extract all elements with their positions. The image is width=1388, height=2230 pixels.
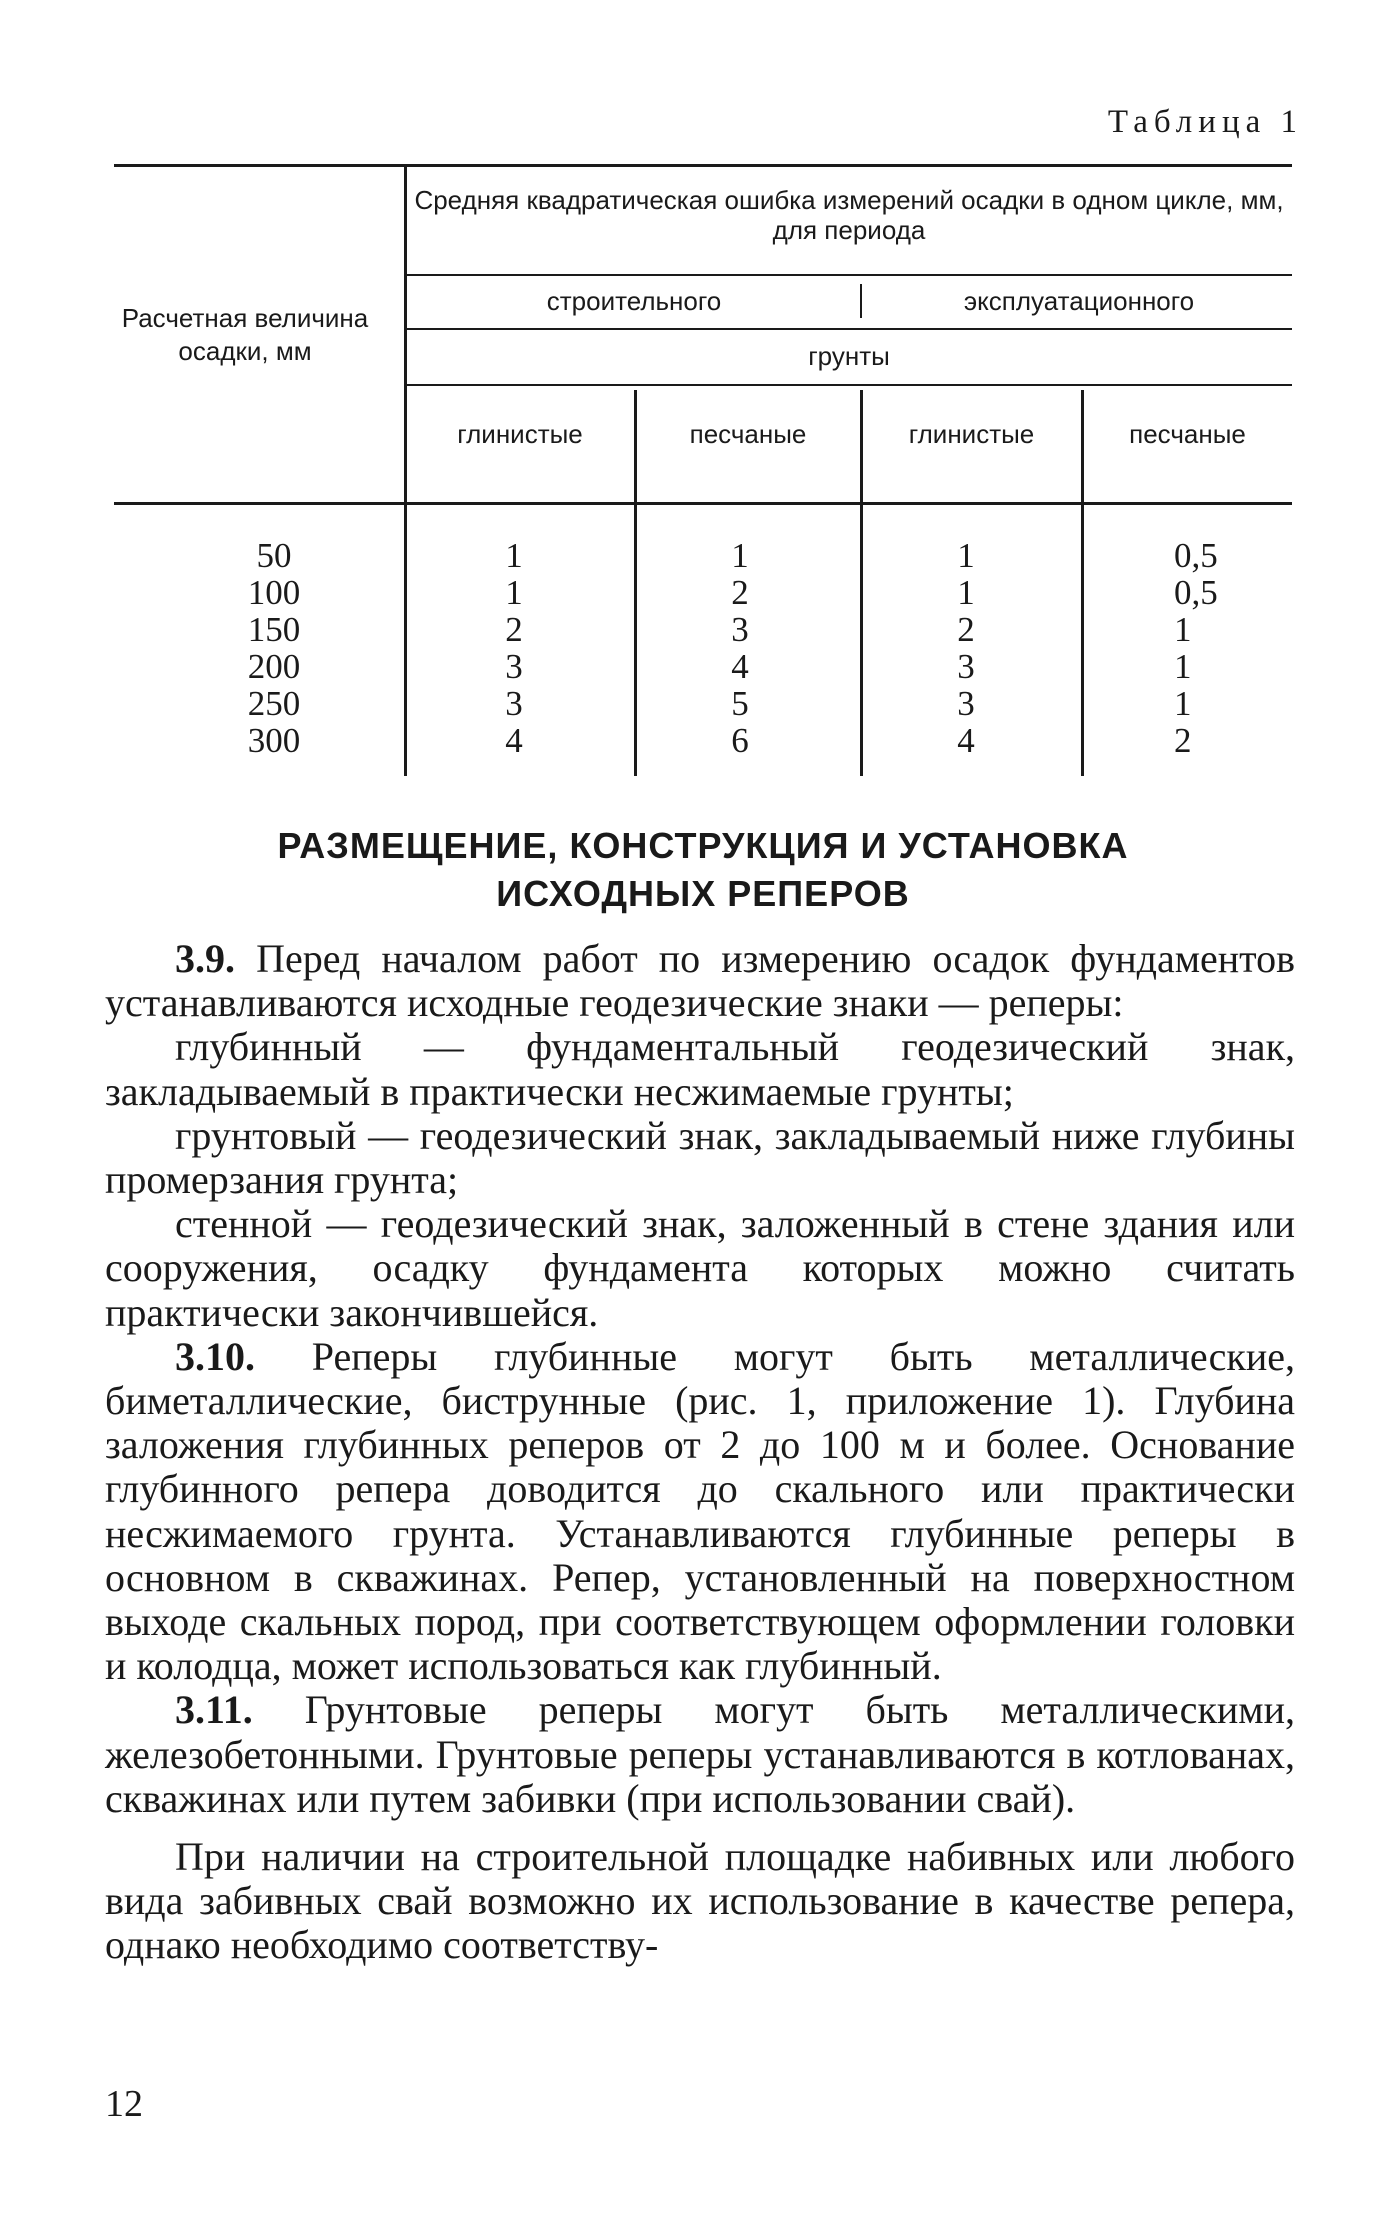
table-cell: 50 (256, 536, 292, 575)
table-cell: 1 (957, 536, 975, 575)
period-construction: строительного (546, 286, 722, 316)
paragraph-text: Перед началом работ по измерению осадок фундаментов устанавливаются исходные геодезические знаки — реперы: (105, 936, 1296, 1026)
table-cell: 100 (247, 573, 301, 612)
table-cell: 2 (1174, 721, 1192, 760)
table-cell: 300 (247, 721, 301, 760)
paragraph (105, 1335, 1295, 1689)
soil-header-clay-operation: глинистые (908, 419, 1035, 449)
operation-clay-column (926, 537, 1006, 759)
construction-sand-column (700, 537, 780, 759)
paragraph-text: Грунтовые реперы могут быть металлическими, железобетонными. Грунтовые реперы устанавливаются в котлованах, скважинах или путем забивки (при использовании свай). (105, 1687, 1295, 1821)
paragraph (105, 1202, 1295, 1335)
paragraph-text: грунтовый — геодезический знак, закладываемый ниже глубины промерзания грунта; (105, 1112, 1295, 1203)
table-cell: 3 (505, 647, 523, 686)
table-cell: 2 (505, 610, 523, 649)
paragraph-text: При наличии на строительной площадке набивных или любого вида забивных свай возможно их использование в качестве репера, однако необходимо соответству- (105, 1834, 1295, 1968)
paragraph-number: 3.11. (175, 1687, 253, 1733)
table-cell: 0,5 (1174, 573, 1218, 612)
paragraph (105, 1114, 1295, 1202)
table-cell: 5 (731, 684, 749, 723)
table-cell: 150 (247, 610, 301, 649)
table-cell: 1 (957, 573, 975, 612)
table-caption: Таблица 1 (1107, 104, 1303, 140)
operation-sand-column (1174, 537, 1274, 759)
soil-header-sand-operation: песчаные (1129, 419, 1246, 449)
stub-header: Расчетная величина осадки, мм (121, 303, 369, 366)
section-heading-line: РАЗМЕЩЕНИЕ, КОНСТРУКЦИЯ И УСТАНОВКА (277, 825, 1129, 866)
table-top-rule (114, 164, 1292, 167)
table-cell: 0,5 (1174, 536, 1218, 575)
paragraph-text: глубинный — фундаментальный геодезический знак, закладываемый в практически несжимаемые грунты; (105, 1024, 1295, 1114)
period-rule (406, 274, 1292, 276)
table-cell: 4 (505, 721, 523, 760)
table-cell: 3 (731, 610, 749, 649)
settlement-column (204, 537, 344, 759)
period-operation: эксплуатационного (963, 286, 1195, 316)
section-heading (114, 822, 1292, 918)
section-heading-line: ИСХОДНЫХ РЕПЕРОВ (496, 873, 910, 914)
table-cell: 3 (505, 684, 523, 723)
body-text (105, 937, 1295, 1968)
soils-top-rule (406, 328, 1292, 330)
paragraph (105, 1688, 1295, 1821)
paragraph (105, 937, 1295, 1025)
table-cell: 1 (1174, 684, 1192, 723)
table-cell: 3 (957, 684, 975, 723)
paragraph-text: Реперы глубинные могут быть металлические, биметаллические, биструнные (рис. 1, приложение 1). Глубина заложения глубинных реперов от 2 до 100 м и более. Основание глубинного репера доводится до скального или практически несжимаемого грунта. Устанавливаются глубинные реперы в основном в скважинах. Репер, установленный на поверхностном выходе скальных пород, при соответствующем оформлении головки и колодца, может использоваться как глубинный. (105, 1333, 1295, 1689)
table-cell: 2 (731, 573, 749, 612)
table-cell: 250 (247, 684, 301, 723)
table-cell: 200 (247, 647, 301, 686)
table-cell: 1 (1174, 610, 1192, 649)
stub-divider (404, 164, 407, 776)
soil-header-sand-construction: песчаные (689, 419, 807, 449)
paragraph (105, 1025, 1295, 1113)
table-cell: 1 (505, 573, 523, 612)
table-cell: 4 (731, 647, 749, 686)
main-header: Средняя квадратическая ошибка измерений осадки в одном цикле, мм, для периода (414, 185, 1284, 245)
paragraph-number: 3.10. (175, 1333, 255, 1379)
header-bottom-rule (114, 502, 1292, 505)
soil-header-clay-construction: глинистые (457, 419, 583, 449)
soils-bottom-rule (406, 384, 1292, 386)
construction-clay-column (474, 537, 554, 759)
table-cell: 3 (957, 647, 975, 686)
table-cell: 1 (505, 536, 523, 575)
paragraph (105, 1835, 1295, 1968)
table-cell: 4 (957, 721, 975, 760)
table-cell: 6 (731, 721, 749, 760)
soils-header: грунты (808, 341, 890, 371)
paragraph-number: 3.9. (175, 936, 235, 981)
page-number: 12 (105, 2083, 143, 2125)
period-divider (860, 284, 862, 318)
table-cell: 1 (731, 536, 749, 575)
settlement-error-table (114, 164, 1292, 776)
table-cell: 1 (1174, 647, 1192, 686)
paragraph-text: стенной — геодезический знак, заложенный в стене здания или сооружения, осадку фундамента которых можно считать практически закончившейся. (105, 1201, 1295, 1335)
table-cell: 2 (957, 610, 975, 649)
